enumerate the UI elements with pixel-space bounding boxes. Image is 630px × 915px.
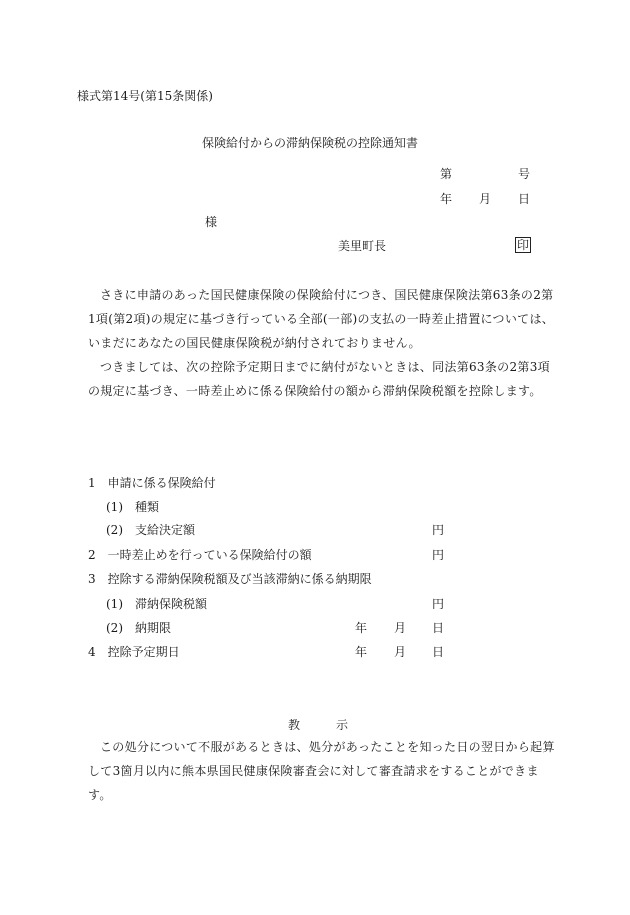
item-4-day: 日 — [432, 645, 445, 659]
body-paragraph-2: つきましては、次の控除予定期日までに納付がないときは、同法第63条の2第3項の規定に基づき、一時差止めに係る保険給付の額から滞納保険税額を控除します。 — [88, 360, 550, 398]
item-3-2-year: 年 — [355, 621, 368, 635]
body-paragraph-1: さきに申請のあった国民健康保険の保険給付につき、国民健康保険法第63条の2第1項(第2項)の規定に基づき行っている全部(一部)の支払の一時差止措置については、いまだにあなたの国民健康保険税が納付されておりません。 — [88, 288, 555, 350]
item-3-2-day: 日 — [432, 621, 445, 635]
item-2: 2 一時差止めを行っている保険給付の額 — [88, 548, 312, 562]
item-3-1-yen: 円 — [432, 597, 445, 611]
item-3: 3 控除する滞納保険税額及び当該滞納に係る納期限 — [88, 572, 372, 586]
notice-text-block — [88, 735, 558, 807]
date-day: 日 — [518, 192, 531, 206]
item-2-yen: 円 — [432, 548, 445, 562]
issuer-name: 美里町長 — [338, 239, 387, 253]
notice-title-a: 教 — [288, 718, 301, 732]
item-4: 4 控除予定期日 — [88, 645, 180, 659]
document-title: 保険給付からの滞納保険税の控除通知書 — [202, 136, 419, 150]
item-1-2-yen: 円 — [432, 523, 445, 537]
body-text — [88, 283, 558, 403]
item-3-1: (1) 滞納保険税額 — [106, 597, 207, 611]
form-number: 様式第14号(第15条関係) — [77, 89, 213, 103]
seal-mark: 印 — [517, 238, 530, 252]
notice-title-b: 示 — [336, 718, 349, 732]
item-1-2: (2) 支給決定額 — [106, 523, 195, 537]
item-3-2: (2) 納期限 — [106, 621, 171, 635]
item-4-year: 年 — [355, 645, 368, 659]
item-4-month: 月 — [394, 645, 407, 659]
date-month: 月 — [479, 192, 492, 206]
item-1-1: (1) 種類 — [106, 500, 159, 514]
seal-box — [515, 237, 531, 253]
item-1: 1 申請に係る保険給付 — [88, 476, 216, 490]
date-year: 年 — [440, 192, 453, 206]
notice-text: この処分について不服があるときは、処分があったことを知った日の翌日から起算して3箇月以内に熊本県国民健康保険審査会に対して審査請求をすることができます。 — [88, 740, 555, 802]
number-dai: 第 — [440, 167, 453, 181]
item-3-2-month: 月 — [394, 621, 407, 635]
number-go: 号 — [518, 167, 531, 181]
recipient-sama: 様 — [205, 215, 218, 229]
